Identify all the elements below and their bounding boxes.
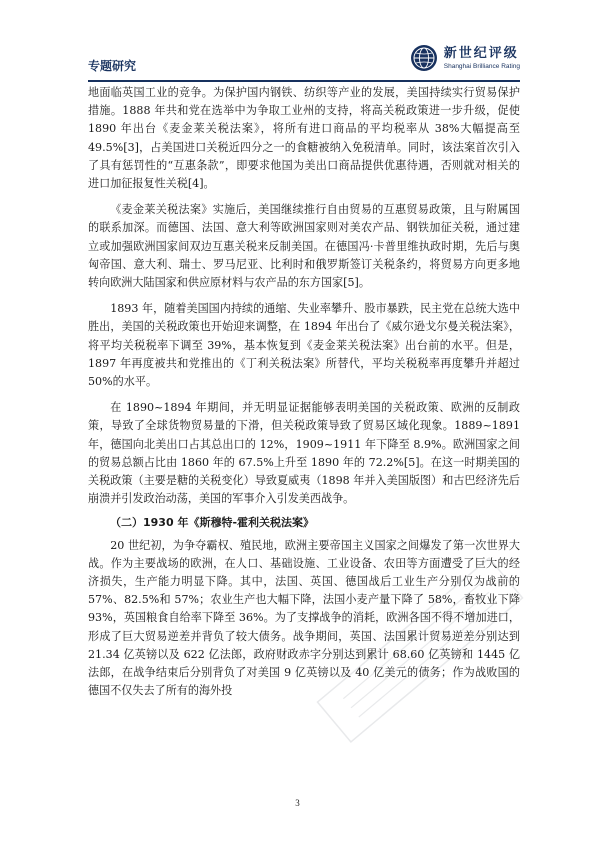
page-header — [88, 40, 520, 82]
globe-logo-icon — [410, 44, 438, 72]
paragraph-1: 地面临英国工业的竞争。为保护国内钢铁、纺织等产业的发展，美国持续实行贸易保护措施。1888 年共和党在选举中为争取工业州的支持，将高关税政策进一步升级，促使 1890 年出台《麦金莱关税法案》，将所有进口商品的平均税率从 38%大幅提高至 49.5%[3]，占美国进口关税近四分之一的食糖被纳入免税清单。同时，该法案首次引入了具有惩罚性的“互惠条款”，即要求他国为美出口商品提供优惠待遇，否则就对相关的进口加征报复性关税[4]。 — [88, 86, 520, 191]
paragraph-4: 在 1890~1894 年期间，并无明显证据能够表明美国的关税政策、欧洲的反制政策，导致了全球货物贸易量的下滑，但关税政策导致了贸易区域化现象。1889~1891 年，德国向北美出口占其总出口的 12%，1909~1911 年下降至 8.9%。欧洲国家之间的贸易总额占比由 1860 年的 67.5%上升至 1890 年的 72.2%[5]。在这一时期美国的关税政策（主要是糖的关税变化）导致夏威夷（1898 年并入美国版图）和古巴经济先后崩溃并引发政治动荡，美国的军事介入引发美西战争。 — [88, 401, 520, 506]
logo-chinese-name: 新世纪评级 — [443, 45, 519, 61]
paragraph-3: 1893 年，随着美国国内持续的通缩、失业率攀升、股市暴跌，民主党在总统大选中胜出，美国的关税政策也开始迎来调整，在 1894 年出台了《威尔逊戈尔曼关税法案》，将平均关税税率下调至 39%，基本恢复到《麦金莱关税法案》出台前的水平。但是，1897 年再度被共和党推出的《丁利关税法案》所替代，平均关税税率再度攀升并超过 50%的水平。 — [88, 302, 520, 389]
header-divider — [88, 80, 520, 82]
logo-english-name: Shanghai Brilliance Rating — [443, 62, 520, 70]
company-logo — [410, 40, 520, 76]
page-number: 3 — [295, 798, 300, 808]
paragraph-2: 《麦金莱关税法案》实施后，美国继续推行自由贸易的互惠贸易政策，且与附属国的联系加深。而德国、法国、意大利等欧洲国家则对美农产品、钢铁加征关税，通过建立或加强欧洲国家间双边互惠关税来反制美国。在德国冯·卡普里维执政时期，先后与奥匈帝国、意大利、瑞士、罗马尼亚、比利时和俄罗斯签订关税条约，将贸易方向更多地转向欧洲大陆国家和供应原材料与农产品的东方国家[5]。 — [88, 203, 520, 290]
section-subheading: （二）1930 年《斯穆特-霍利关税法案》 — [110, 516, 315, 530]
section-label: 专题研究 — [88, 59, 137, 73]
paragraph-5: 20 世纪初，为争夺霸权、殖民地，欧洲主要帝国主义国家之间爆发了第一次世界大战。作为主要战场的欧洲，在人口、基础设施、工业设备、农田等方面遭受了巨大的经济损失，生产能力明显下降。其中，法国、英国、德国战后工业生产分别仅为战前的 57%、82.5%和 57%；农业生产也大幅下降，法国小麦产量下降了 58%，畜牧业下降 93%，英国粮食自给率下降至 36%。为了支撑战争的消耗，欧洲各国不得不增加进口，形成了巨大贸易逆差并背负了较大债务。战争期间，英国、法国累计贸易逆差分别达到 21.34 亿英镑以及 622 亿法郎，政府财政赤字分别达到累计 68.60 亿英镑和 1445 亿法郎，在战争结束后分别背负了对美国 9 亿英镑以及 40 亿美元的债务；作为战败国的德国不仅失去了所有的海外投 — [88, 538, 520, 698]
